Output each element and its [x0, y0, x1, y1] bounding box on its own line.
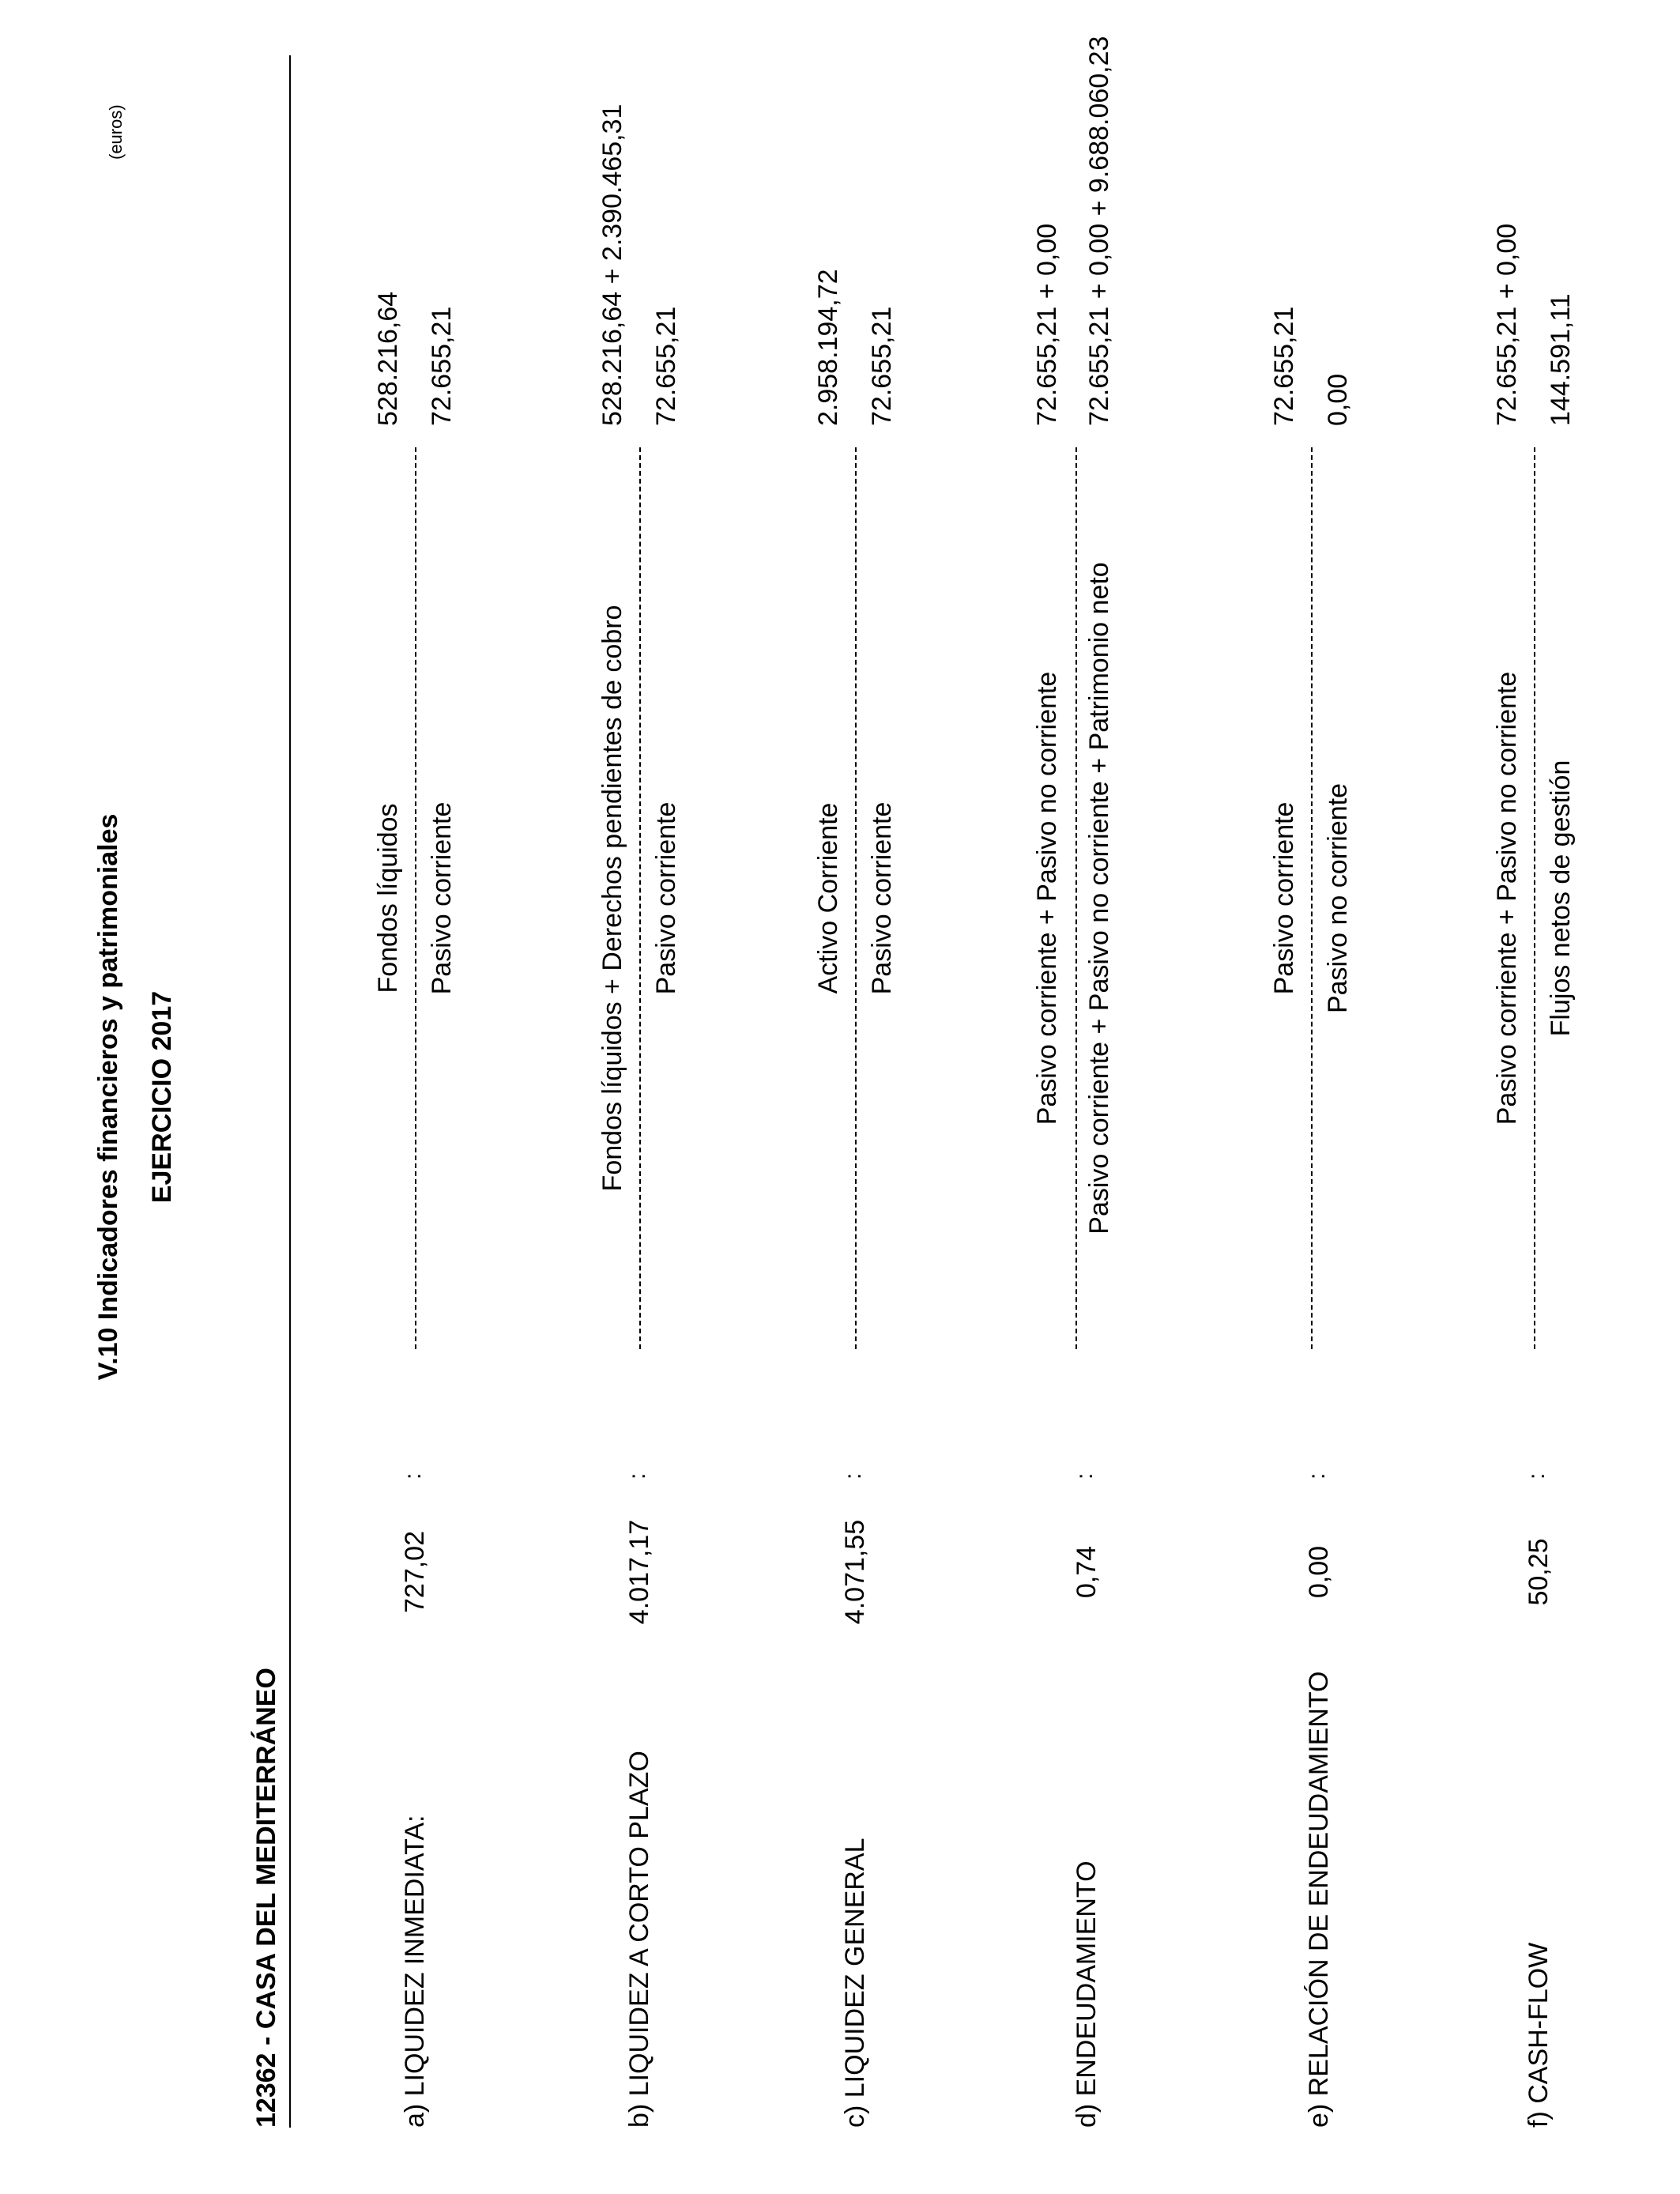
denominator-values: 72.655,21 [651, 306, 681, 426]
indicator-value: 50,25 [1524, 1538, 1554, 1606]
indicator-value: 4.071,55 [840, 1519, 870, 1625]
indicator-label: a) LIQUIDEZ INMEDIATA: [400, 1815, 430, 2128]
colon: : [840, 1472, 866, 1480]
indicator-label: c) LIQUIDEZ GENERAL [840, 1838, 870, 2128]
formula-numerator: Fondos líquidos [373, 803, 403, 993]
numerator-values: 528.216,64 [373, 291, 403, 426]
formula-denominator: Pasivo corriente [427, 801, 457, 995]
indicator-value: 727,02 [400, 1531, 430, 1613]
formula-numerator: Pasivo corriente + Pasivo no corriente [1492, 671, 1522, 1125]
denominator-values: 0,00 [1323, 373, 1353, 426]
denominator-values: 72.655,21 + 0,00 + 9.688.060,23 [1084, 36, 1114, 426]
denominator-values: 72.655,21 [427, 306, 457, 426]
formula-numerator: Fondos líquidos + Derechos pendientes de cobro [597, 605, 627, 1192]
fraction-bar [639, 447, 641, 1349]
entity-name: 12362 - CASA DEL MEDITERRÁNEO [251, 1668, 281, 2128]
report-subtitle: EJERCICIO 2017 [147, 990, 177, 1204]
report-title: V.10 Indicadores financieros y patrimoniales [93, 813, 123, 1381]
formula-numerator: Pasivo corriente + Pasivo no corriente [1032, 671, 1062, 1125]
numerator-values: 72.655,21 + 0,00 [1032, 223, 1062, 426]
denominator-values: 72.655,21 [867, 306, 897, 426]
colon: : [1304, 1472, 1330, 1480]
formula-denominator: Pasivo corriente + Pasivo no corriente + Patrimonio neto [1084, 562, 1114, 1235]
indicator-label: b) LIQUIDEZ A CORTO PLAZO [624, 1751, 654, 2128]
formula-numerator: Activo Corriente [813, 802, 843, 994]
denominator-values: 144.591,11 [1546, 293, 1576, 426]
indicator-value: 0,74 [1072, 1545, 1102, 1599]
indicator-value: 0,00 [1304, 1545, 1334, 1599]
colon: : [624, 1472, 650, 1480]
numerator-values: 72.655,21 + 0,00 [1492, 223, 1522, 426]
header-rule [289, 55, 291, 2128]
units-label: (euros) [106, 104, 126, 160]
formula-denominator: Flujos netos de gestión [1546, 760, 1576, 1037]
fraction-bar [415, 447, 416, 1349]
indicator-label: e) RELACIÓN DE ENDEUDAMIENTO [1304, 1671, 1334, 2128]
fraction-bar [1534, 447, 1535, 1349]
colon: : [1072, 1472, 1098, 1480]
indicator-label: d) ENDEUDAMIENTO [1072, 1860, 1102, 2128]
fraction-bar [855, 447, 857, 1349]
formula-denominator: Pasivo no corriente [1323, 782, 1353, 1014]
colon: : [1524, 1472, 1550, 1480]
formula-denominator: Pasivo corriente [867, 801, 897, 995]
fraction-bar [1311, 447, 1313, 1349]
numerator-values: 528.216,64 + 2.390.465,31 [597, 104, 627, 426]
formula-denominator: Pasivo corriente [651, 801, 681, 995]
formula-numerator: Pasivo corriente [1269, 801, 1299, 995]
numerator-values: 2.958.194,72 [813, 269, 843, 426]
colon: : [400, 1472, 426, 1480]
indicator-label: f) CASH-FLOW [1524, 1942, 1554, 2128]
numerator-values: 72.655,21 [1269, 306, 1299, 426]
indicator-value: 4.017,17 [624, 1519, 654, 1625]
fraction-bar [1075, 447, 1077, 1349]
